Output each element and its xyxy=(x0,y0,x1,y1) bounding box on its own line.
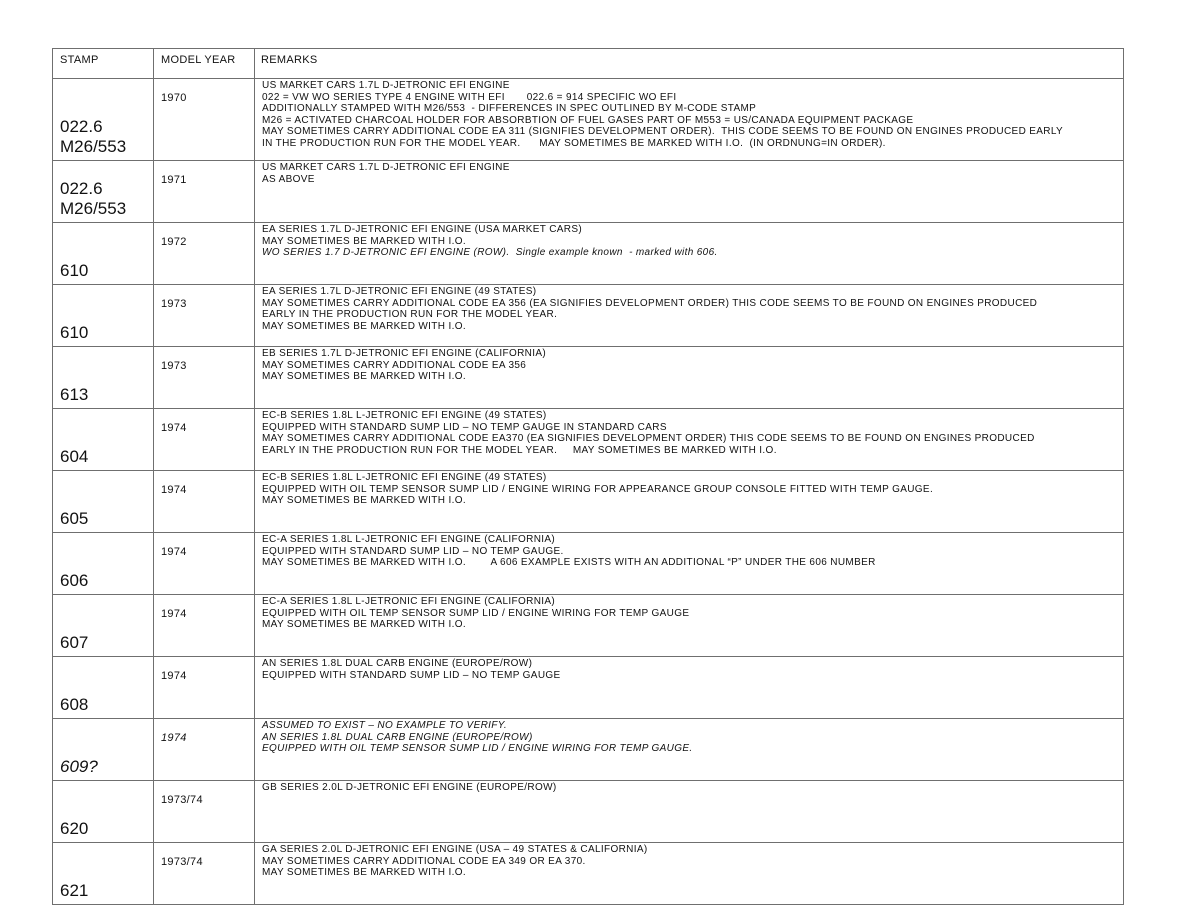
engine-stamp-table xyxy=(52,48,1124,905)
stamp-cell xyxy=(53,347,154,409)
remark-line: EQUIPPED WITH OIL TEMP SENSOR SUMP LID / ENGINE WIRING FOR TEMP GAUGE. xyxy=(262,743,693,755)
header-stamp: STAMP xyxy=(53,49,154,79)
stamp-cell xyxy=(53,781,154,843)
model-year-cell: 1974 xyxy=(154,657,255,719)
stamp-cell xyxy=(53,471,154,533)
stamp-value xyxy=(60,323,153,346)
table-row xyxy=(53,223,1124,285)
remark-line: EARLY IN THE PRODUCTION RUN FOR THE MODEL YEAR. xyxy=(262,309,558,321)
stamp-value xyxy=(60,117,153,160)
table-row xyxy=(53,657,1124,719)
header-model-year: MODEL YEAR xyxy=(154,49,255,79)
stamp-line: M26/553 xyxy=(60,199,127,218)
header-remarks: REMARKS xyxy=(255,49,1124,79)
stamp-line: 620 xyxy=(60,819,89,838)
remark-line: AN SERIES 1.8L DUAL CARB ENGINE (EUROPE/ROW) xyxy=(262,731,533,743)
model-year-cell: 1971 xyxy=(154,161,255,223)
stamp-value xyxy=(60,385,153,408)
stamp-value xyxy=(60,571,153,594)
stamp-value xyxy=(60,447,153,470)
remark-line: MAY SOMETIMES BE MARKED WITH I.O. A 606 EXAMPLE EXISTS WITH AN ADDITIONAL “P” UNDER THE 606 NUMBER xyxy=(262,557,876,569)
stamp-line: 613 xyxy=(60,385,89,404)
stamp-line: 621 xyxy=(60,881,89,900)
stamp-line: 607 xyxy=(60,633,89,652)
remark-line: GB SERIES 2.0L D-JETRONIC EFI ENGINE (EUROPE/ROW) xyxy=(262,782,557,793)
model-year-cell: 1974 xyxy=(154,409,255,471)
table-row xyxy=(53,285,1124,347)
remark-line: EA SERIES 1.7L D-JETRONIC EFI ENGINE (USA MARKET CARS) xyxy=(262,224,583,235)
stamp-cell xyxy=(53,843,154,905)
model-year-cell: 1972 xyxy=(154,223,255,285)
stamp-line: 610 xyxy=(60,323,89,342)
remark-line: EQUIPPED WITH STANDARD SUMP LID – NO TEMP GAUGE IN STANDARD CARS xyxy=(262,421,667,433)
remark-line: ASSUMED TO EXIST – NO EXAMPLE TO VERIFY. xyxy=(262,720,507,731)
model-year-cell: 1974 xyxy=(154,595,255,657)
table-row xyxy=(53,79,1124,161)
model-year-cell: 1974 xyxy=(154,533,255,595)
remark-line: MAY SOMETIMES CARRY ADDITIONAL CODE EA 349 OR EA 370. xyxy=(262,855,586,867)
remarks-cell xyxy=(255,347,1124,409)
table-row xyxy=(53,347,1124,409)
remark-line: GA SERIES 2.0L D-JETRONIC EFI ENGINE (USA – 49 STATES & CALIFORNIA) xyxy=(262,844,648,855)
stamp-value xyxy=(60,633,153,656)
stamp-line: 605 xyxy=(60,509,89,528)
stamp-line: 604 xyxy=(60,447,89,466)
stamp-value xyxy=(60,509,153,532)
stamp-line: 610 xyxy=(60,261,89,280)
remarks-cell xyxy=(255,161,1124,223)
model-year-cell: 1973/74 xyxy=(154,843,255,905)
stamp-value xyxy=(60,695,153,718)
remarks-cell xyxy=(255,719,1124,781)
table-row xyxy=(53,533,1124,595)
stamp-cell xyxy=(53,223,154,285)
remark-line: MAY SOMETIMES BE MARKED WITH I.O. xyxy=(262,495,466,507)
remarks-cell xyxy=(255,843,1124,905)
remark-line: MAY SOMETIMES BE MARKED WITH I.O. xyxy=(262,619,466,631)
remark-line: EARLY IN THE PRODUCTION RUN FOR THE MODEL YEAR. MAY SOMETIMES BE MARKED WITH I.O. xyxy=(262,444,777,456)
table-row xyxy=(53,719,1124,781)
remark-line: WO SERIES 1.7 D-JETRONIC EFI ENGINE (ROW). Single example known - marked with 606. xyxy=(262,247,718,259)
table-row xyxy=(53,843,1124,905)
remark-line: 022 = VW WO SERIES TYPE 4 ENGINE WITH EFI 022.6 = 914 SPECIFIC WO EFI xyxy=(262,91,677,103)
stamp-value xyxy=(60,819,153,842)
stamp-cell xyxy=(53,595,154,657)
model-year-cell: 1974 xyxy=(154,719,255,781)
model-year-cell: 1974 xyxy=(154,471,255,533)
remarks-cell xyxy=(255,595,1124,657)
stamp-cell xyxy=(53,719,154,781)
model-year-cell: 1973/74 xyxy=(154,781,255,843)
remark-line: MAY SOMETIMES BE MARKED WITH I.O. xyxy=(262,867,466,879)
remark-line: EC-A SERIES 1.8L L-JETRONIC EFI ENGINE (CALIFORNIA) xyxy=(262,596,556,607)
stamp-cell xyxy=(53,409,154,471)
remark-line: EC-B SERIES 1.8L L-JETRONIC EFI ENGINE (49 STATES) xyxy=(262,472,547,483)
remark-line: EB SERIES 1.7L D-JETRONIC EFI ENGINE (CALIFORNIA) xyxy=(262,348,547,359)
table-row xyxy=(53,471,1124,533)
remark-line: EQUIPPED WITH OIL TEMP SENSOR SUMP LID / ENGINE WIRING FOR TEMP GAUGE xyxy=(262,607,690,619)
remarks-cell xyxy=(255,533,1124,595)
remark-line: US MARKET CARS 1.7L D-JETRONIC EFI ENGINE xyxy=(262,162,510,173)
table-row xyxy=(53,595,1124,657)
stamp-cell xyxy=(53,657,154,719)
remarks-cell xyxy=(255,285,1124,347)
remarks-cell xyxy=(255,781,1124,843)
remark-line: EQUIPPED WITH STANDARD SUMP LID – NO TEMP GAUGE. xyxy=(262,545,564,557)
stamp-value xyxy=(60,881,153,904)
remarks-cell xyxy=(255,409,1124,471)
stamp-value xyxy=(60,757,153,780)
stamp-line: 022.6 xyxy=(60,179,103,198)
remark-line: MAY SOMETIMES CARRY ADDITIONAL CODE EA 311 (SIGNIFIES DEVELOPMENT ORDER). THIS CODE SEEMS TO BE FOUND ON ENGINES PRODUCED EARLY xyxy=(262,126,1064,138)
remarks-cell xyxy=(255,79,1124,161)
remark-line: MAY SOMETIMES BE MARKED WITH I.O. xyxy=(262,371,466,383)
stamp-line: 606 xyxy=(60,571,89,590)
remark-line: MAY SOMETIMES CARRY ADDITIONAL CODE EA370 (EA SIGNIFIES DEVELOPMENT ORDER) THIS CODE SEEMS TO BE FOUND ON ENGINES PRODUCED xyxy=(262,433,1035,445)
remark-line: EQUIPPED WITH STANDARD SUMP LID – NO TEMP GAUGE xyxy=(262,669,561,681)
table-row xyxy=(53,161,1124,223)
remarks-cell xyxy=(255,223,1124,285)
header-row xyxy=(53,49,1124,79)
stamp-line: 608 xyxy=(60,695,89,714)
remark-line: MAY SOMETIMES BE MARKED WITH I.O. xyxy=(262,320,466,332)
remark-line: EQUIPPED WITH OIL TEMP SENSOR SUMP LID / ENGINE WIRING FOR APPEARANCE GROUP CONSOLE FITTED WITH TEMP GAUGE. xyxy=(262,483,934,495)
remark-line: AN SERIES 1.8L DUAL CARB ENGINE (EUROPE/ROW) xyxy=(262,658,533,669)
remark-line: ADDITIONALLY STAMPED WITH M26/553 - DIFFERENCES IN SPEC OUTLINED BY M-CODE STAMP xyxy=(262,103,757,115)
stamp-cell xyxy=(53,533,154,595)
remarks-cell xyxy=(255,657,1124,719)
model-year-cell: 1973 xyxy=(154,347,255,409)
stamp-cell xyxy=(53,161,154,223)
remark-line: EA SERIES 1.7L D-JETRONIC EFI ENGINE (49 STATES) xyxy=(262,286,537,297)
remark-line: US MARKET CARS 1.7L D-JETRONIC EFI ENGINE xyxy=(262,80,510,91)
table-row xyxy=(53,781,1124,843)
remark-line: MAY SOMETIMES BE MARKED WITH I.O. xyxy=(262,235,466,247)
stamp-line: 022.6 xyxy=(60,117,103,136)
stamp-cell xyxy=(53,79,154,161)
stamp-line: M26/553 xyxy=(60,137,127,156)
stamp-cell xyxy=(53,285,154,347)
table-row xyxy=(53,409,1124,471)
stamp-value xyxy=(60,261,153,284)
remark-line: EC-B SERIES 1.8L L-JETRONIC EFI ENGINE (49 STATES) xyxy=(262,410,547,421)
model-year-cell: 1973 xyxy=(154,285,255,347)
remark-line: M26 = ACTIVATED CHARCOAL HOLDER FOR ABSORBTION OF FUEL GASES PART OF M553 = US/CANADA EQUIPMENT PACKAGE xyxy=(262,114,914,126)
stamp-value xyxy=(60,179,153,222)
remark-line: AS ABOVE xyxy=(262,173,315,185)
remark-line: EC-A SERIES 1.8L L-JETRONIC EFI ENGINE (CALIFORNIA) xyxy=(262,534,556,545)
remark-line: MAY SOMETIMES CARRY ADDITIONAL CODE EA 356 (EA SIGNIFIES DEVELOPMENT ORDER) THIS CODE SEEMS TO BE FOUND ON ENGINES PRODUCED xyxy=(262,297,1038,309)
stamp-line: 609? xyxy=(60,757,98,776)
model-year-cell: 1970 xyxy=(154,79,255,161)
remarks-cell xyxy=(255,471,1124,533)
remark-line: MAY SOMETIMES CARRY ADDITIONAL CODE EA 356 xyxy=(262,359,527,371)
remark-line: IN THE PRODUCTION RUN FOR THE MODEL YEAR. MAY SOMETIMES BE MARKED WITH I.O. (IN ORDNUNG=IN ORDER). xyxy=(262,137,886,149)
